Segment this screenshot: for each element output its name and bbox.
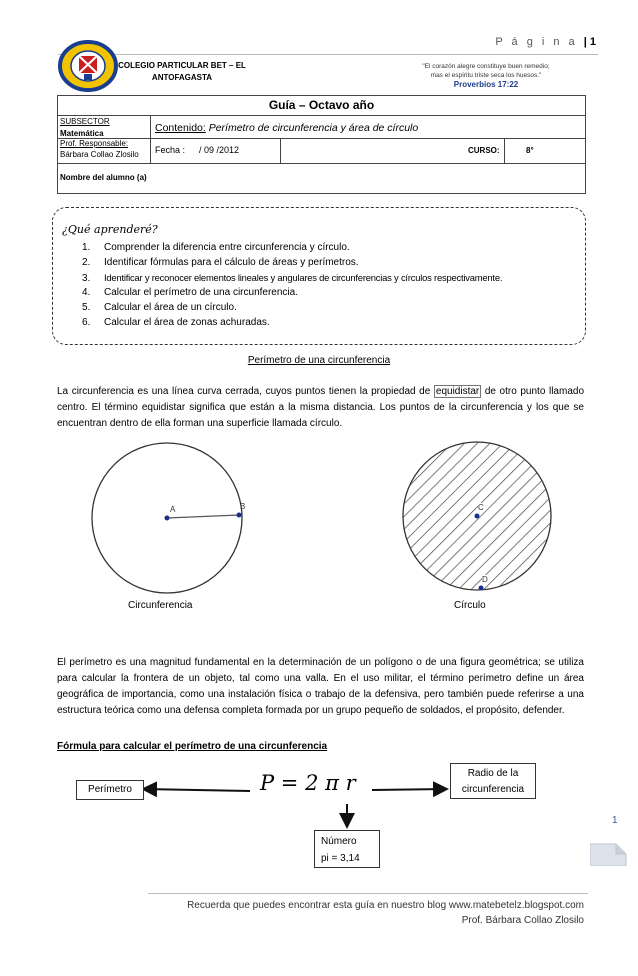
side-page-number: 1 (612, 815, 618, 826)
objective-item: 2. Identificar fórmulas para el cálculo de áreas y perímetros. (82, 257, 359, 268)
school-name-line1: COLEGIO PARTICULAR BET – EL (118, 61, 246, 70)
date-label: Fecha : (155, 145, 186, 155)
pi-line2: pi = 3,14 (321, 853, 360, 864)
responsible-label: Prof. Responsable: (60, 139, 129, 148)
student-name-label: Nombre del alumno (a) (60, 173, 147, 182)
objective-item: 3. Identificar y reconocer elementos lineales y angulares de circunferencias y círculos respectivamente. (82, 272, 503, 284)
circumference-caption: Circunferencia (128, 600, 193, 611)
quote-citation: Proverbios 17:22 (453, 80, 519, 89)
objective-item: 6. Calcular el área de zonas achuradas. (82, 317, 270, 328)
objective-item: 4. Calcular el perímetro de una circunferencia. (82, 287, 298, 298)
school-logo (58, 40, 118, 92)
page-number: 1 (589, 36, 596, 48)
highlighted-term: equidistar (435, 386, 480, 397)
school-name-line2: ANTOFAGASTA (151, 73, 213, 82)
objective-item: 5. Calcular el área de un círculo. (82, 302, 237, 313)
intro-paragraph: La circunferencia es una línea curva cerrada, cuyos puntos tienen la propiedad de equidistar de otro punto llamado centro. El término equidistar significa que están a la misma distancia. Los puntos de la circunferencia y los que se encuentran dentro de ella forman una superficie llamada círculo. (57, 386, 585, 429)
bible-quote (396, 62, 576, 89)
footer-blog-note: Recuerda que puedes encontrar esta guía en nuestro blog www.matebetelz.blogspot.com (187, 900, 584, 911)
point-a-label: A (170, 505, 176, 514)
radius-box (450, 763, 536, 799)
perimeter-paragraph: El perímetro es una magnitud fundamental en la determinación de un polígono o de una figura geométrica; se utiliza para calcular la frontera de un objeto, tal como una valla. En el uso militar, el término perímetro define un área geográfica de importancia, como una instalación física o trabajo de la defensiva, pero también puede referirse a una estructura teórica como una defensa completa formada por un grupo pequeño de soldados, el propósito, defender. (57, 657, 584, 716)
guide-info-table (57, 95, 586, 194)
subsector-label: SUBSECTOR (60, 117, 110, 126)
pi-box (314, 830, 380, 868)
objective-item: 1. Comprender la diferencia entre circunferencia y círculo. (82, 242, 350, 253)
quote-line2: mas el espíritu triste seca los huesos." (430, 72, 542, 79)
course-value: 8° (526, 146, 534, 155)
course-label: CURSO: (468, 146, 500, 155)
footer-author: Prof. Bárbara Collao Zlosilo (461, 915, 584, 926)
perimeter-formula: P = 2 π r (260, 771, 356, 795)
subsector-value: Matemática (60, 129, 104, 138)
content-field (155, 122, 418, 134)
section-title: Perímetro de una circunferencia (247, 355, 391, 366)
point-d-label: D (482, 575, 488, 584)
school-name (112, 60, 252, 84)
footer-divider (148, 893, 588, 894)
perimeter-box: Perímetro (76, 780, 144, 800)
footer (187, 898, 584, 928)
page-header: P á g i n a | 1 (495, 36, 596, 48)
radius-line1: Radio de la (467, 768, 519, 779)
responsible-value: Bárbara Collao Zlosilo (60, 150, 139, 159)
header-divider (58, 54, 598, 55)
radius-line2: circunferencia (461, 784, 525, 795)
point-c-label: C (478, 503, 484, 512)
objectives-title: ¿Qué aprenderé? (62, 223, 158, 236)
content-value: Perímetro de circunferencia y área de círculo (208, 122, 419, 134)
guide-title: Guía – Octavo año (268, 98, 375, 112)
circle-figure (403, 442, 551, 591)
date-value: / 09 /2012 (199, 145, 240, 155)
quote-line1: "El corazón alegre constituye buen remedio; (422, 63, 550, 70)
circumference-figure (92, 443, 242, 593)
circle-caption: Círculo (454, 600, 486, 611)
formula-title: Fórmula para calcular el perímetro de una circunferencia (57, 741, 328, 752)
geometry-figures (60, 440, 580, 600)
content-label: Contenido: (155, 122, 206, 134)
page-corner-icon (590, 838, 628, 866)
point-b-label: B (240, 502, 246, 511)
page-label: P á g i n a (495, 36, 578, 48)
pi-line1: Número (321, 836, 357, 847)
